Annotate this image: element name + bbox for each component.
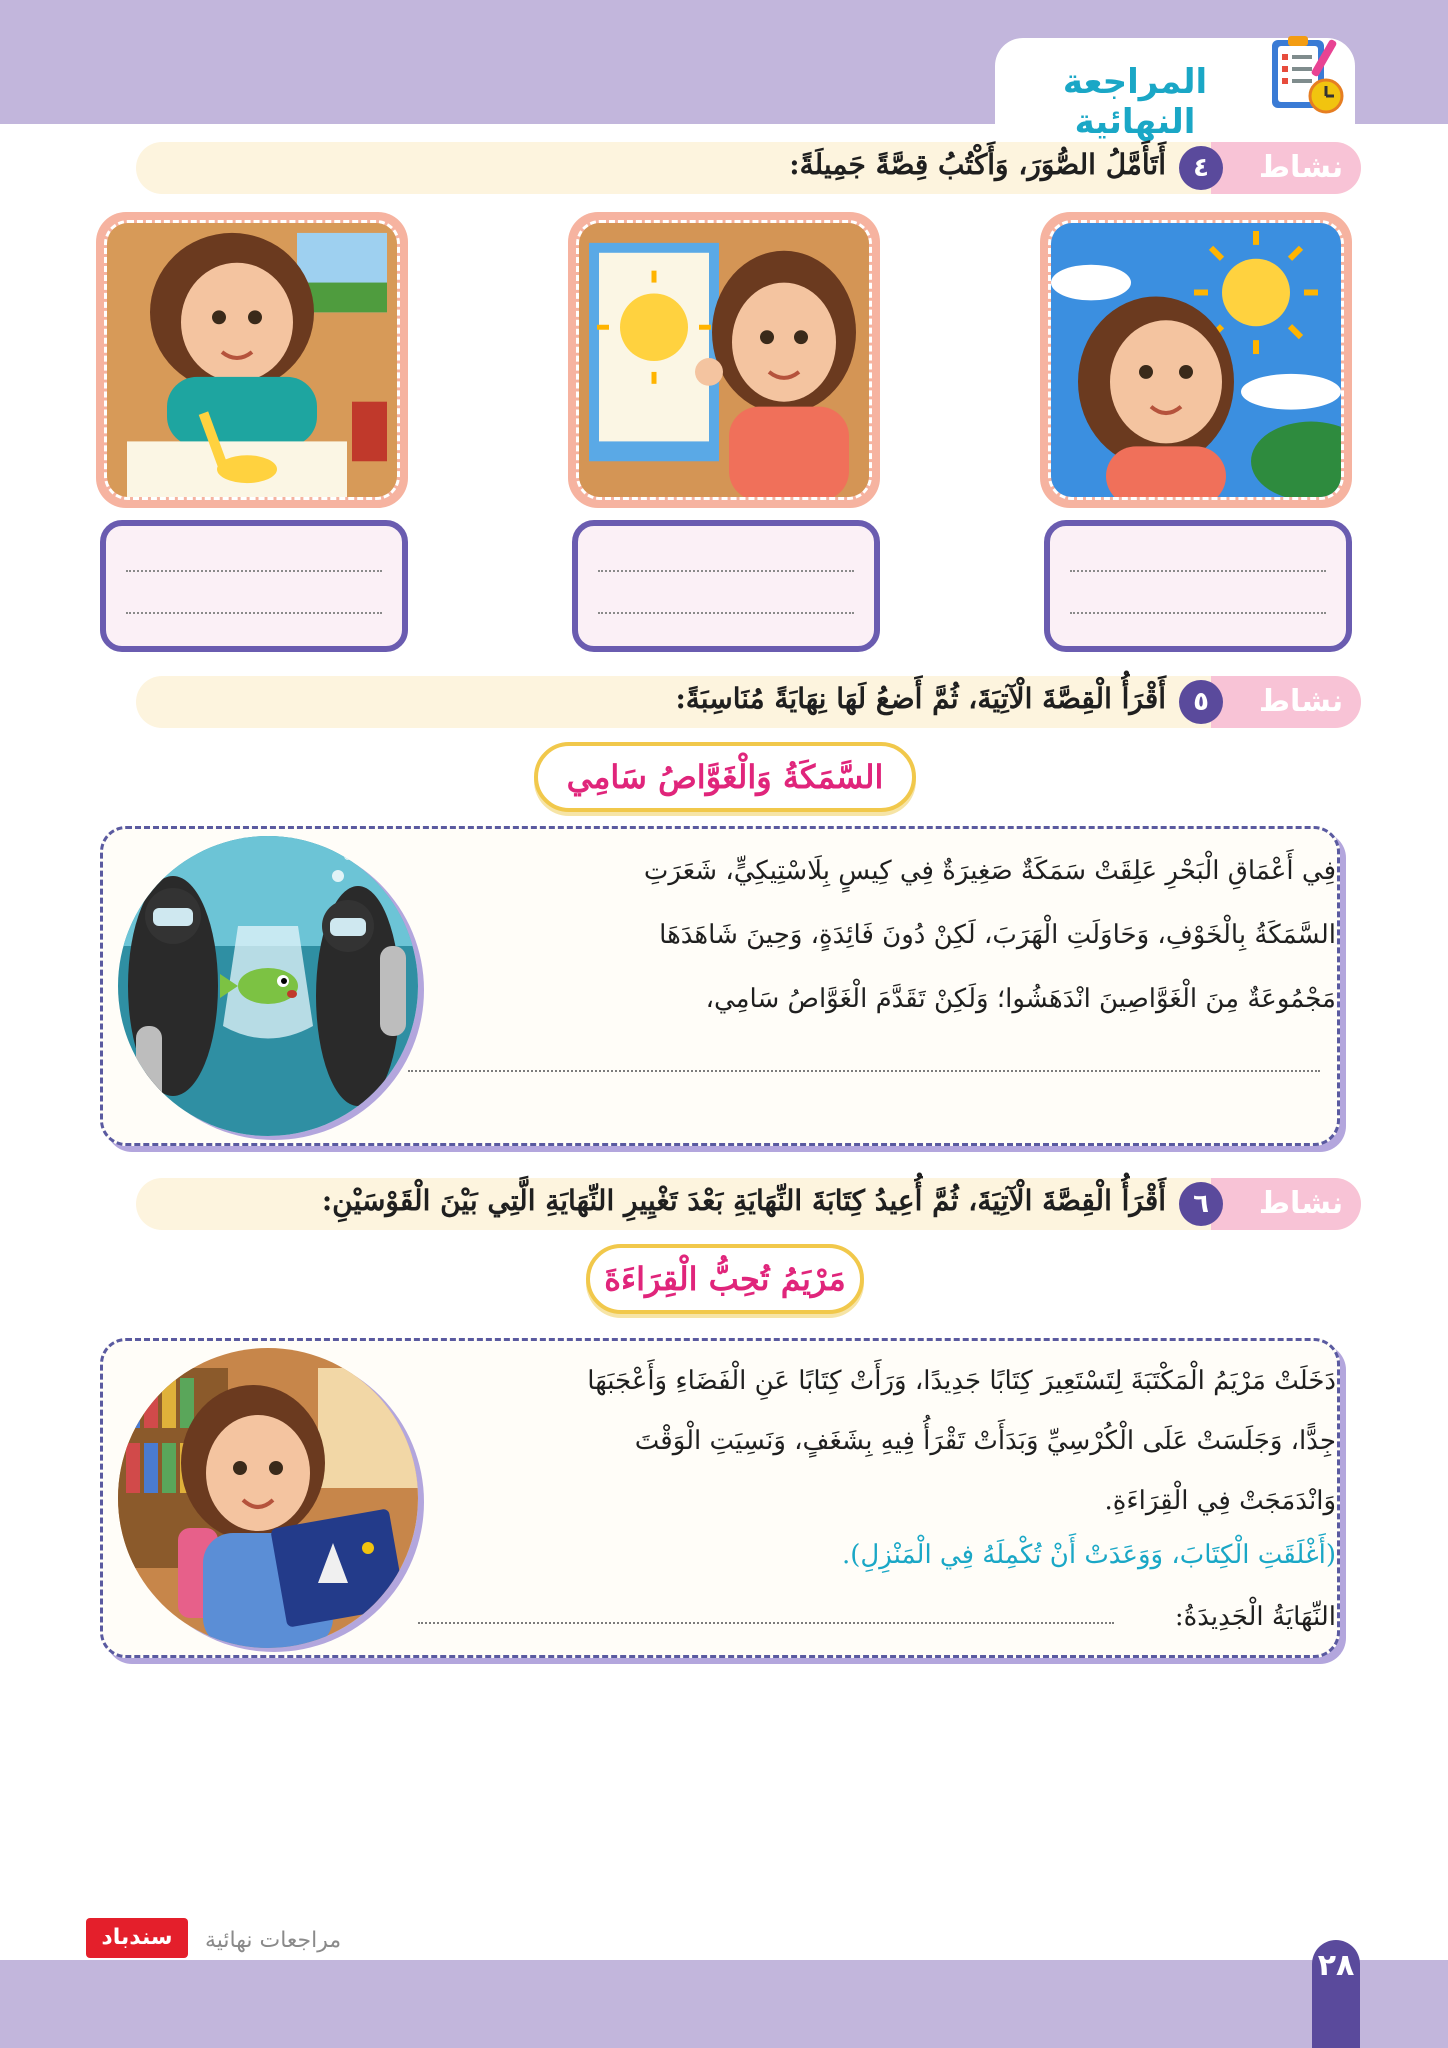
activity-number: ٦ (1179, 1182, 1223, 1226)
activity-label: نشاط (1211, 676, 1361, 728)
answer-box-2[interactable] (572, 520, 880, 652)
story-line: السَّمَكَةُ بِالْخَوْفِ، وَحَاوَلَتِ الْهَرَبَ، لَكِنْ دُونَ فَائِدَةٍ، وَحِينَ شَاهَدَهَا (659, 920, 1336, 950)
new-ending-label: النِّهَايَةُ الْجَدِيدَةُ: (1174, 1602, 1336, 1632)
story-line: مَجْمُوعَةٌ مِنَ الْغَوَّاصِينَ انْدَهَشُوا؛ وَلَكِنْ تَقَدَّمَ الْغَوَّاصُ سَامِي، (705, 984, 1336, 1014)
page-title: المراجعة النهائية (1062, 62, 1208, 142)
new-ending-write-line[interactable] (418, 1622, 1114, 1624)
activity-instruction: أَتَأَمَّلُ الصُّوَرَ، وَأَكْتُبُ قِصَّةً جَمِيلَةً: (789, 148, 1166, 181)
activity-4-bar (136, 142, 1361, 194)
checklist-clipboard-icon (1258, 30, 1350, 122)
brand-logo: سندباد (86, 1918, 188, 1958)
story-line: وَانْدَمَجَتْ فِي الْقِرَاءَةِ. (1104, 1486, 1336, 1516)
activity-instruction: أَقْرَأُ الْقِصَّةَ الْآتِيَةَ، ثُمَّ أُعِيدُ كِتَابَةَ النِّهَايَةِ بَعْدَ تَغْيِيرِ النِّهَايَةِ الَّتِي بَيْنَ الْقَوْسَيْنِ: (321, 1184, 1166, 1217)
answer-box-3[interactable] (100, 520, 408, 652)
activity-number: ٤ (1179, 146, 1223, 190)
divers-fish-picture (118, 836, 418, 1136)
story-line: جِدًّا، وَجَلَسَتْ عَلَى الْكُرْسِيِّ وَبَدَأَتْ تَقْرَأُ فِيهِ بِشَغَفٍ، وَنَسِيَتِ الْوَقْتَ (634, 1426, 1336, 1456)
story-title: السَّمَكَةُ وَالْغَوَّاصُ سَامِي (534, 742, 916, 812)
girl-reading-picture (118, 1348, 418, 1648)
picture-girl-drawing-sun (96, 212, 408, 508)
bottom-band (0, 1960, 1448, 2048)
story-line: فِي أَعْمَاقِ الْبَحْرِ عَلِقَتْ سَمَكَةٌ صَغِيرَةٌ فِي كِيسٍ بِلَاسْتِيكِيٍّ، شَعَرَتِ (643, 856, 1336, 886)
activity-5-bar (136, 676, 1361, 728)
picture-girl-painting-sun (568, 212, 880, 508)
activity-instruction: أَقْرَأُ الْقِصَّةَ الْآتِيَةَ، ثُمَّ أَضعُ لَهَا نِهَايَةً مُنَاسِبَةً: (675, 682, 1166, 715)
original-ending-hint: (أَغْلَقَتِ الْكِتَابَ، وَوَعَدَتْ أَنْ تُكْمِلَهُ فِي الْمَنْزِلِ). (842, 1540, 1336, 1570)
footer-text: مراجعات نهائية (205, 1928, 342, 1953)
story-title: مَرْيَمُ تُحِبُّ الْقِرَاءَةَ (586, 1244, 864, 1314)
activity-label: نشاط (1211, 1178, 1361, 1230)
ending-write-line[interactable] (408, 1070, 1320, 1072)
activity-number: ٥ (1179, 680, 1223, 724)
activity-label: نشاط (1211, 142, 1361, 194)
answer-box-1[interactable] (1044, 520, 1352, 652)
activity-6-bar (136, 1178, 1361, 1230)
story-line: دَخَلَتْ مَرْيَمُ الْمَكْتَبَةَ لِتَسْتَعِيرَ كِتَابًا جَدِيدًا، وَرَأَتْ كِتَابًا عَنِ الْفَضَاءِ وَأَعْجَبَهَا (587, 1366, 1336, 1396)
page-number: ٢٨ (1312, 1940, 1360, 2048)
picture-girl-looking-at-sun (1040, 212, 1352, 508)
